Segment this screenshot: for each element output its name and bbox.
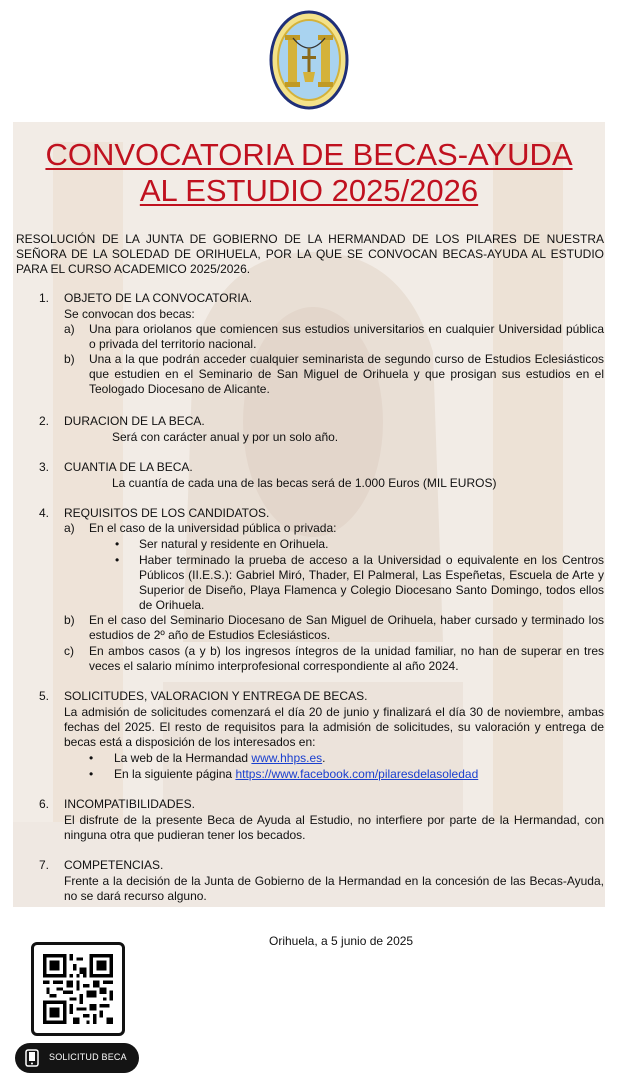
item-text: Una a la que podrán acceder cualquier seminarista de segundo curso de Estudios Eclesiásticos que estudien en el Seminario de San Miguel de Orihuela y que prosigan sus estudios en el Teologado Diocesano de Alicante. bbox=[89, 352, 604, 396]
item-label: a) bbox=[64, 521, 75, 535]
section-heading: OBJETO DE LA CONVOCATORIA. bbox=[64, 291, 253, 305]
section-subtext: Se convocan dos becas: bbox=[64, 307, 195, 321]
section-heading: CUANTIA DE LA BECA. bbox=[64, 460, 193, 474]
bullet-dot: • bbox=[115, 553, 120, 567]
bullet-text-end: . bbox=[322, 751, 326, 765]
bullet-text: Ser natural y residente en Orihuela. bbox=[139, 537, 329, 551]
section-heading: INCOMPATIBILIDADES. bbox=[64, 797, 195, 811]
section-text: Frente a la decisión de la Junta de Gobierno de la Hermandad en la concesión de las Becas-Ayuda, no se dará recurso alguno. bbox=[64, 874, 604, 903]
section-text: La admisión de solicitudes comenzará el día 20 de junio y finalizará el día 30 de noviembre, ambas fechas del 2025. El resto de requisitos para la admisión de solicitudes, su valoración y entrega de becas está a disposición de los interesados en: bbox=[64, 705, 604, 749]
facebook-page-link[interactable]: https://www.facebook.com/pilaresdelasoledad bbox=[235, 767, 479, 781]
bullet-dot: • bbox=[89, 767, 94, 781]
section-number: 7. bbox=[39, 858, 50, 872]
hhps-website-link[interactable]: www.hhps.es bbox=[251, 751, 323, 765]
section-number: 2. bbox=[39, 414, 50, 428]
section-heading: DURACION DE LA BECA. bbox=[64, 414, 205, 428]
section-number: 4. bbox=[39, 506, 50, 520]
bullet-text: Haber terminado la prueba de acceso a la Universidad o equivalente en los Centros Públicos (II.E.S.): Gabriel Miró, Thader, El Palmeral, Las Espeñetas, Escuela de Arte y Superior de Diseño, Playa Flamenca y Colegio Diocesano Santo Domingo, todos ellos de Orihuela. bbox=[139, 553, 604, 612]
section-heading: COMPETENCIAS. bbox=[64, 858, 164, 872]
brotherhood-emblem-logo bbox=[269, 10, 349, 110]
smartphone-icon bbox=[25, 1049, 39, 1072]
button-label: SOLICITUD BECA bbox=[49, 1052, 127, 1062]
qr-code-icon bbox=[43, 954, 113, 1024]
resolution-intro: RESOLUCIÓN DE LA JUNTA DE GOBIERNO DE LA HERMANDAD DE LOS PILARES DE NUESTRA SEÑORA DE LA SOLEDAD DE ORIHUELA, POR LA QUE SE CONVOCAN BECAS-AYUDA AL ESTUDIO PARA EL CURSO ACADEMICO 2025/2026. bbox=[16, 232, 604, 276]
title-line-2: AL ESTUDIO 2025/2026 bbox=[139, 173, 479, 208]
item-label: a) bbox=[64, 322, 75, 336]
solicitud-beca-button[interactable] bbox=[15, 1043, 139, 1073]
section-number: 6. bbox=[39, 797, 50, 811]
section-heading: REQUISITOS DE LOS CANDIDATOS. bbox=[64, 506, 270, 520]
item-label: b) bbox=[64, 613, 75, 627]
bullet-text: La web de la Hermandad bbox=[114, 751, 252, 765]
bullet-dot: • bbox=[115, 537, 120, 551]
item-text: En ambos casos (a y b) los ingresos íntegros de la unidad familiar, no han de superar en tres veces el salario mínimo interprofesional correspondiente al año 2024. bbox=[89, 644, 604, 673]
section-number: 3. bbox=[39, 460, 50, 474]
qr-code[interactable] bbox=[31, 942, 125, 1036]
section-text: La cuantía de cada una de las becas será de 1.000 Euros (MIL EUROS) bbox=[112, 476, 497, 490]
bullet-text: En la siguiente página bbox=[114, 767, 236, 781]
section-number: 1. bbox=[39, 291, 50, 305]
signing-date: Orihuela, a 5 junio de 2025 bbox=[269, 934, 414, 948]
page-title bbox=[13, 137, 605, 209]
bullet-web bbox=[114, 751, 325, 766]
item-text: En el caso del Seminario Diocesano de San Miguel de Orihuela, haber cursado y terminado los estudios de 2º año de Estudios Eclesiásticos. bbox=[89, 613, 604, 642]
title-line-1: CONVOCATORIA DE BECAS-AYUDA bbox=[45, 137, 573, 172]
section-heading: SOLICITUDES, VALORACION Y ENTREGA DE BECAS. bbox=[64, 689, 368, 703]
bullet-facebook bbox=[114, 767, 478, 782]
item-text: En el caso de la universidad pública o privada: bbox=[89, 521, 337, 535]
section-text: Será con carácter anual y por un solo año. bbox=[112, 430, 339, 444]
section-text: El disfrute de la presente Beca de Ayuda al Estudio, no interfiere por parte de la Hermandad, con ninguna otra que pudieran tener los becados. bbox=[64, 813, 604, 842]
document-panel bbox=[13, 122, 605, 907]
section-number: 5. bbox=[39, 689, 50, 703]
item-label: b) bbox=[64, 352, 75, 366]
item-text: Una para oriolanos que comiencen sus estudios universitarios en cualquier Universidad pública o privada del territorio nacional. bbox=[89, 322, 604, 351]
bullet-dot: • bbox=[89, 751, 94, 765]
item-label: c) bbox=[64, 644, 74, 658]
